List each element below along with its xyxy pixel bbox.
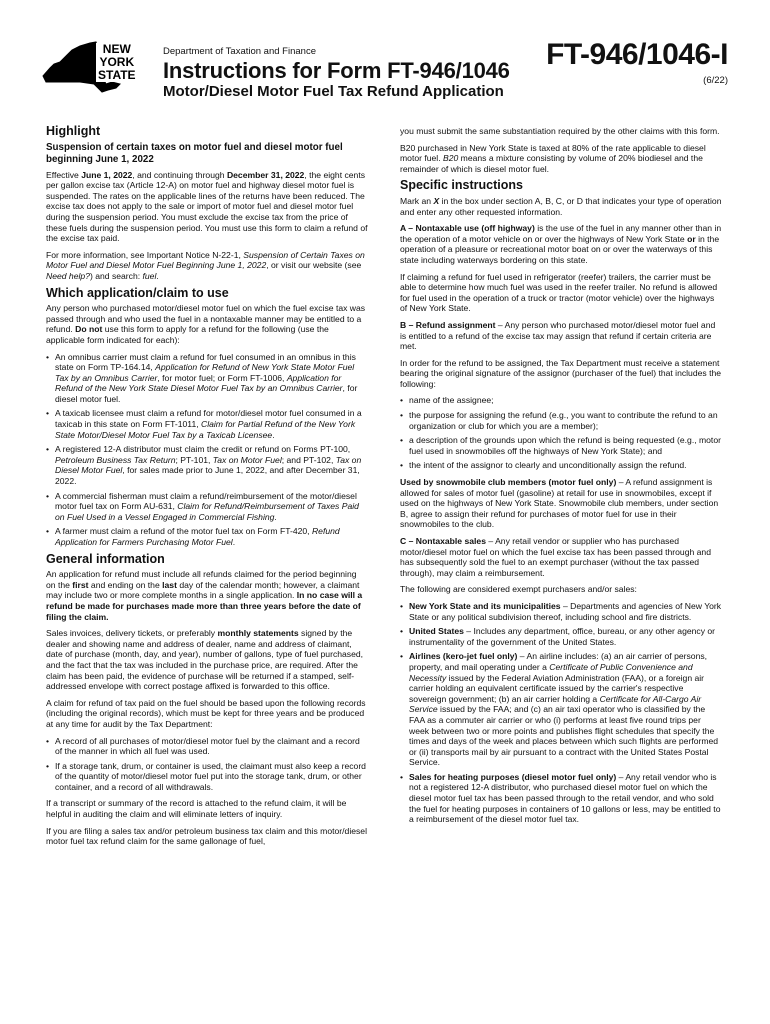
general-paragraph-4: If a transcript or summary of the record is attached to the refund claim, it will be helpful in auditing the claim and will eliminate letters of inquiry. (46, 798, 347, 820)
reefer-paragraph: If claiming a refund for fuel used in refrigerator (reefer) trailers, the carrier must be able to determine how much fuel was used in the reefer trailer. No refund is allowed for fuel used in the operation of a truck or tractor (motor vehicle) over the highways of New York State. (400, 271, 718, 314)
form-number: FT-946/1046-I (546, 38, 728, 71)
ny-state-logo (40, 38, 155, 98)
section-c-paragraph: C – Nontaxable sales – Any retail vendor or supplier who has purchased motor/diesel motor fuel on which the fuel excise tax has been passed through and has subsequently sold the fuel to an exempt purchaser (without the tax passed through), may claim a reimbursement. (400, 536, 711, 578)
section-b-paragraph: B – Refund assignment – Any person who purchased motor/diesel motor fuel and is entitled to a refund of the excise tax may assign that refund if certain criteria are met. (400, 319, 716, 352)
which-application-heading: Which application/claim to use (46, 285, 229, 300)
page-subtitle: Motor/Diesel Motor Fuel Tax Refund Application (163, 83, 504, 100)
suspension-paragraph: Effective June 1, 2022, and continuing through December 31, 2022, the eight cents per gallon excise tax (Article 12-A) on motor fuel and highway diesel motor fuel is suspended. The rates on the applicable lines of the returns have been reduced. The excise tax does not apply to the sale or import of motor fuel and diesel motor fuel during the suspension period. You must exclude the excise tax from the price of these fuels during the suspension period. You must use this form to claim a refund of the excise tax paid. (46, 169, 368, 244)
assignment-list (400, 395, 722, 471)
logo-text-york: YORK (99, 55, 135, 69)
list-item: • Airlines (kero-jet fuel only) – An airline includes: (a) an air carrier of persons, property, and mail operating under a Certificate of Public Convenience and Necessity issued by the Federal Aviation Administration (FAA), or a foreign air carrier holding an equivalent certificate issued by the carrier's respective sovereign government; (b) an air carrier holding a Certificate for All-Cargo Air Service issued by the FAA; and (c) an air taxi operator who is classified by the FAA as a commuter air carrier or who (i) performs at least five round trips per week between two or more points and publishes flight schedules that specify the times and days of the week and places between which such flights are performed or (ii) transports mail by air pursuant to a contract with the United States Postal Service. (400, 651, 722, 768)
b20-paragraph: B20 purchased in New York State is taxed at 80% of the rate applicable to diesel motor fuel. B20 means a mixture consisting by volume of 20% biodiesel and the remainder of which is diesel motor fuel. (400, 142, 706, 174)
other-forms-list (46, 352, 368, 548)
exempt-list (400, 601, 722, 825)
section-a-paragraph: A – Nontaxable use (off highway) is the use of the fuel in any manner other than in the operation of a motor vehicle on or over the highways of New York State or in the operation of a pleasure or recreational motor boat on or over the waterways of this state including waterways bordering on this state. (400, 223, 722, 265)
highlight-heading: Highlight (46, 124, 101, 138)
list-item: • Sales for heating purposes (diesel motor fuel only) – Any retail vendor who is not a registered 12-A distributor, who purchased diesel motor fuel on which the diesel motor fuel tax has been passed through to the retail vendor, and who sold the fuel for heating purposes in containers of 10 gallons or less, may be entitled to a reimbursement of the diesel motor fuel tax. (400, 772, 722, 825)
list-item: • An omnibus carrier must claim a refund for fuel consumed in an omnibus in this state on Form TP-164.14, Application for Refund of New York State Motor Fuel Tax by an Omnibus Carrier, for motor fuel; or Form FT-1006, Application for Refund of the New York State Diesel Motor Fuel Tax by an Omnibus Carrier, for diesel motor fuel. (46, 352, 368, 405)
list-item: • A registered 12-A distributor must claim the credit or refund on Forms PT-100, Petroleum Business Tax Return; PT-101, Tax on Motor Fuel; and PT-102, Tax on Diesel Motor Fuel, for sales made prior to June 1, 2022, and after December 31, 2022. (46, 444, 368, 486)
list-item: • A record of all purchases of motor/diesel motor fuel by the claimant and a record of the manner in which all fuel was used. (46, 736, 368, 757)
list-item: • the intent of the assignor to clearly and unconditionally assign the refund. (400, 460, 722, 471)
list-item: • a description of the grounds upon which the refund is being requested (e.g., motor fuel used in snowmobiles off the highways of New York State); and (400, 435, 722, 456)
right-column (400, 126, 722, 831)
which-application-paragraph: Any person who purchased motor/diesel motor fuel on which the fuel excise tax was passed through and who used the fuel in a nontaxable manner may be entitled to a refund. Do not use this form to apply for a refund for the following (use the applicable form indicated for each): (46, 303, 366, 345)
list-item: • A farmer must claim a refund of the motor fuel tax on Form FT-420, Refund Application for Farmers Purchasing Motor Fuel. (46, 526, 368, 547)
records-list (46, 736, 368, 793)
list-item: • A commercial fisherman must claim a refund/reimbursement of the motor/diesel motor fuel tax on Form AU-631, Claim for Refund/Reimbursement of Taxes Paid on Fuel Used in a Vessel Engaged in Commercial Fishing. (46, 491, 368, 523)
page-title: Instructions for Form FT-946/1046 (163, 58, 510, 83)
suspension-heading: Suspension of certain taxes on motor fuel and diesel motor fuel beginning June 1, 2022 (46, 141, 343, 165)
general-paragraph-3: A claim for refund of tax paid on the fuel should be based upon the following records (including the original records), which must be kept for three years and be produced at any time for audit by the Tax Department: (46, 697, 366, 729)
revision-date: (6/22) (703, 75, 728, 86)
more-info-paragraph: For more information, see Important Notice N-22-1, Suspension of Certain Taxes on Motor Fuel and Diesel Motor Fuel Beginning June 1, 2022, or visit our website (see Need help?) and search: fuel. (46, 249, 365, 281)
left-column (46, 122, 368, 853)
list-item: • United States – Includes any department, office, bureau, or any other agency or instrumentality of the government of the United States. (400, 626, 722, 647)
list-item: • A taxicab licensee must claim a refund for motor/diesel motor fuel consumed in a taxicab in this state on Form FT-1011, Claim for Partial Refund of the New York State Motor/Diesel Motor Fuel Tax by a Taxicab Licensee. (46, 408, 368, 440)
exempt-intro-paragraph: The following are considered exempt purchasers and/or sales: (400, 584, 637, 595)
assignment-paragraph: In order for the refund to be assigned, the Tax Department must receive a statement bearing the original signature of the assignor (purchaser of the fuel) that includes the following: (400, 357, 722, 389)
list-item: • New York State and its municipalities – Departments and agencies of New York State or any political subdivision thereof, including school and fire districts. (400, 601, 722, 622)
specific-instructions-heading: Specific instructions (400, 178, 523, 193)
general-paragraph-5: If you are filing a sales tax and/or petroleum business tax claim and this motor/diesel motor fuel tax refund claim for the same gallonage of fuel, (46, 825, 367, 847)
general-paragraph-2: Sales invoices, delivery tickets, or preferably monthly statements signed by the dealer and showing name and address of dealer, name and address of claimant, date of purchase (month, day, and year), number of gallons, type of fuel purchased, and the fact that the tax was included in the purchase price, are required. After the claim has been paid, the evidence of purchase will be returned if a stamped, self-addressed envelope with correct postage affixed is forwarded to this office. (46, 628, 364, 692)
department-name: Department of Taxation and Finance (163, 46, 316, 57)
mark-x-paragraph: Mark an X in the box under section A, B, C, or D that indicates your type of operation and enter any other requested information. (400, 195, 722, 217)
snowmobile-paragraph: Used by snowmobile club members (motor fuel only) – A refund assignment is allowed for sales of motor fuel (gasoline) at retail for use in snowmobiles, except if used on the highways of New York State. Snowmobile club members, under section B, agree to assign their refund for purchases of motor fuel for use in their snowmobiles to the club. (400, 477, 719, 530)
continued-paragraph: you must submit the same substantiation required by the other claims with this form. (400, 126, 720, 136)
list-item: • name of the assignee; (400, 395, 722, 406)
general-information-heading: General information (46, 551, 165, 566)
general-paragraph-1: An application for refund must include all refunds claimed for the period beginning on the first and ending on the last day of the calendar month; however, a claimant may include two or more complete months in a single application. In no case will a refund be made for purchases made more than three years before the date of filing the claim. (46, 569, 363, 622)
list-item: • the purpose for assigning the refund (e.g., you want to contribute the refund to an organization or club for which you are a member); (400, 410, 722, 431)
list-item: • If a storage tank, drum, or container is used, the claimant must also keep a record of the quantity of motor/diesel motor fuel put into the storage tank, drum, or other container, and a record of all withdrawals. (46, 761, 368, 793)
logo-text-state: STATE (98, 68, 136, 82)
logo-text-new: NEW (102, 42, 131, 56)
